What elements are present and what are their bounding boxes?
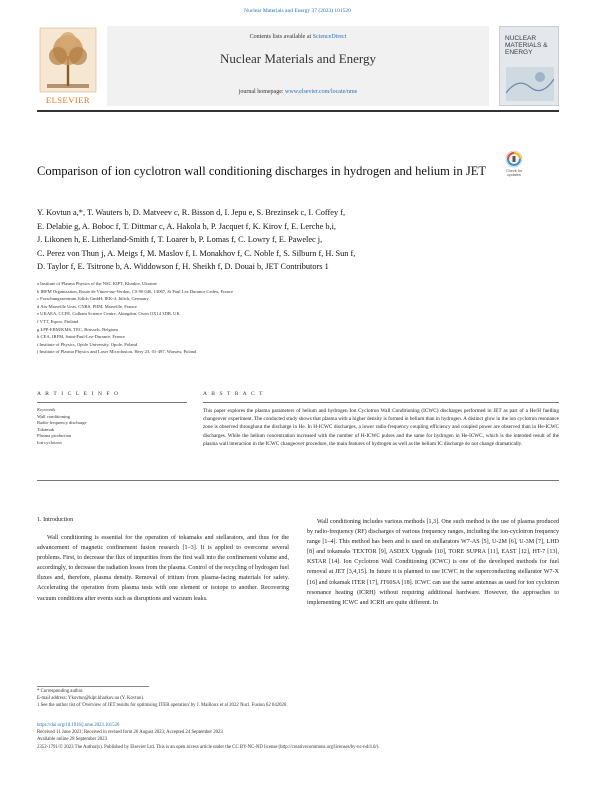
keywords-block <box>37 407 187 447</box>
elsevier-logo[interactable] <box>37 26 99 106</box>
affiliation-item: g LPP-ERM/KMS, TEC, Brussels, Belgium <box>37 326 118 332</box>
publisher-name: ELSEVIER <box>45 95 91 105</box>
contents-line <box>107 34 489 40</box>
author-line[interactable]: C. Perez von Thun j, A. Meigs f, M. Maslov f, I. Monakhov f, C. Noble f, S. Silburn f, H. Sun f, <box>37 248 356 258</box>
homepage-prefix: journal homepage: <box>238 89 286 95</box>
footnote-contributors: 1 See the author list of 'Overview of JET results for optimising ITER operation' by J. Mailloux et al 2022 Nucl. Fusion 62 042026. <box>37 703 288 709</box>
keyword-item[interactable]: Wall conditioning <box>37 413 70 419</box>
affiliation-item: b IRFM Organization, Route de Vinon-sur-Verdon, CS 90 046, 13067, St Paul Lez Durance Cedex, France <box>37 288 233 294</box>
abstract-bottom-divider <box>37 480 559 481</box>
journal-title: Nuclear Materials and Energy <box>219 51 377 66</box>
journal-cover-thumbnail[interactable] <box>499 26 559 106</box>
header-info-panel <box>107 26 489 106</box>
cover-art-icon <box>506 67 554 101</box>
author-line[interactable]: E. Delabie g, A. Boboc f, T. Dittmar c, A. Hakola h, P. Jacquet f, K. Kirov f, E. Lerche b,i, <box>37 221 336 231</box>
article-footer <box>37 722 559 751</box>
keyword-item[interactable]: Ion cyclotron <box>37 439 62 445</box>
article-title: Comparison of ion cyclotron wall conditioning discharges in hydrogen and helium in JET <box>37 164 486 178</box>
contents-prefix: Contents lists available at <box>249 34 313 40</box>
affiliation-item: a Institute of Plasma Physics of the NSC KIPT, Kharkiv, Ukraine <box>37 281 157 286</box>
abstract-label: A B S T R A C T <box>203 391 265 397</box>
abstract-text: This paper explores the plasma parameters of helium and hydrogen Ion Cyclotron Wall Conditioning (ICWC) discharges performed in JET as part of a He/H fuelling changeover experiment. The conducted study shows that plasma with a higher density is formed in helium than in hydrogen. A distinct glow in the ion cyclotron resonance zone is observed throughout the discharge in He. In H-ICWC discharges, a lower radio-frequency coupling efficiency and coupled power are observed than in He-ICWC discharges. While the helium concentration increased with the number of H-ICWC pulses and the same for hydrogen in He-ICWC, which is the intended result of the plasma wall interaction in the ICWC changeover procedure, the main features of hydrogen as well as the helium IC discharge do not change dramatically. <box>203 408 559 447</box>
affiliation-item: i Institute of Physics, Opole University, Opole, Poland <box>37 341 137 347</box>
footnotes <box>37 688 559 710</box>
affiliation-item: f VTT, Espoo, Finland <box>37 318 79 324</box>
author-list <box>37 206 547 274</box>
affiliation-item: e UKAEA, CCFE, Culham Science Centre, Abingdon, Oxon OX14 3DB, UK <box>37 311 180 317</box>
abstract-divider <box>203 402 559 403</box>
author-line[interactable]: J. Likonen h, E. Litherland-Smith f, T. Loarer b, P. Lomas f, C. Lowry f, E. Pawelec j, <box>37 235 323 244</box>
article-info-label: A R T I C L E I N F O <box>37 391 120 397</box>
sciencedirect-link[interactable]: ScienceDirect <box>312 34 347 40</box>
keyword-item[interactable]: Plasma production <box>37 433 72 439</box>
doi-link[interactable]: https://doi.org/10.1016/j.nme.2023.101520 <box>37 723 120 728</box>
footnote-corresponding: * Corresponding author. <box>37 689 84 694</box>
affiliation-item: d Aix-Marseille Univ, CNRS, PIIM, Marseille, France <box>37 303 137 309</box>
section-heading-introduction: 1. Introduction <box>37 517 74 523</box>
journal-citation-line[interactable]: Nuclear Materials and Energy 37 (2023) 101520 <box>244 8 351 14</box>
keywords-heading: Keywords <box>37 407 56 412</box>
article-info-divider <box>37 402 187 403</box>
author-line[interactable]: D. Taylor f, E. Tsitrone b, A. Widdowson f, H. Sheikh f, D. Douai b, JET Contributors 1 <box>37 262 329 271</box>
footnote-email[interactable]: E-mail address: Ykovtun@kipt.kharkov.ua (Y. Kovtun). <box>37 696 145 702</box>
received-dates: Received 11 June 2023; Received in revised form 26 August 2023; Accepted 24 September 2023 <box>37 730 223 736</box>
homepage-link[interactable]: www.elsevier.com/locate/nme <box>285 89 358 95</box>
affiliation-list <box>37 280 547 356</box>
affiliation-item: j Institute of Plasma Physics and Laser Microfusion, Hery 23, 01-497, Warsaw, Poland <box>37 349 197 355</box>
keyword-item[interactable]: Radio-frequency discharge <box>37 420 87 426</box>
intro-right-paragraph: Wall conditioning includes various methods [1,3]. One such method is the use of plasma produced by radio-frequency (RF) discharges of various frequency ranges, including the ion-cyclotron frequency range [1–4]. This method has been and is used on stellarators W7-AS [5], U-2M [6], U-3M [7], LHD [8] and tokamaks TEXTOR [9], ASDEX Upgrade [10], TORE SUPRA [11], EAST [12], HT-7 [13], KSTAR [14]. Ion Cyclotron Wall Conditioning (ICWC) is one of the developed methods for fuel removal at JET [3,4,15]. In future it is planned to use ICWC in the superconducting stellarator W7-X [16] and tokamak ITER [17], JT60SA [18]. ICWC can use the same antennas as used for ion cyclotron resonance heating (ICRH) without requiring additional hardware. However, the approaches to implementing ICWC and ICRH are quite different. In <box>307 519 559 606</box>
elsevier-tree-icon <box>37 26 99 94</box>
affiliation-item: c Forschungszentrum Jülich GmbH, IEK-4, Jülich, Germany <box>37 296 149 302</box>
check-for-updates-badge[interactable] <box>500 150 528 184</box>
check-for-updates-label: Check for updates <box>505 169 523 178</box>
footnote-divider <box>37 686 149 687</box>
header-divider <box>37 110 559 112</box>
keyword-item[interactable]: Tokamak <box>37 426 55 432</box>
author-line[interactable]: Y. Kovtun a,*, T. Wauters b, D. Matveev c, R. Bisson d, I. Jepu e, S. Brezinsek c, I. Coffey f, <box>37 208 346 217</box>
intro-left-paragraph: Wall conditioning is essential for the operation of tokamaks and stellarators, and thus for the advancement of magnetic confinement fusion research [1–3]. It is applied to overcome several problems. First, to decrease the flux of impurities from the first wall into the confinement volume and, accordingly, to decrease the radiation losses from the plasma. Control of the recycling of hydrogen fuel fluxes and, therefore, plasma density. Removal of tritium from plasma-facing materials for safety. Accelerating the operation from plasma tests with one element or isotope to another. Recovering vacuum conditions after events such as disruptions and vacuum leaks. <box>37 535 289 602</box>
journal-header <box>37 26 559 108</box>
check-for-updates-icon <box>500 150 528 168</box>
license-text[interactable]: 2352-1791/© 2023 The Author(s). Published by Elsevier Ltd. This is an open access article under the CC BY-NC-ND license (http://creativecommons.org/licenses/by-nc-nd/4.0/). <box>37 744 380 750</box>
homepage-line <box>107 89 489 95</box>
affiliation-item: h CEA, IRFM, Saint-Paul-Lez-Durance, France <box>37 334 125 340</box>
cover-title: NUCLEAR MATERIALS & ENERGY <box>505 35 548 56</box>
available-online: Available online 28 September 2023 <box>37 737 107 743</box>
